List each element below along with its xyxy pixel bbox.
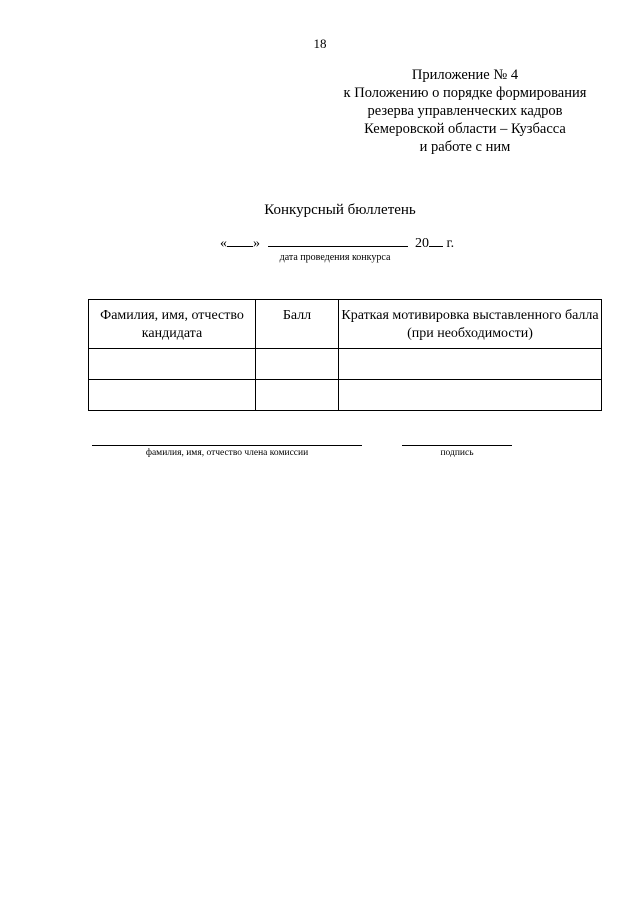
appendix-line: резерва управленческих кадров xyxy=(367,103,563,119)
document-title: Конкурсный бюллетень xyxy=(264,202,416,218)
signature-line xyxy=(402,445,512,446)
appendix-header xyxy=(330,66,600,156)
table-cell xyxy=(256,349,339,380)
page-number: 18 xyxy=(313,36,327,51)
header-score: Балл xyxy=(256,300,339,349)
close-quote: » xyxy=(253,236,260,251)
table-cell xyxy=(339,380,602,411)
table-cell xyxy=(256,380,339,411)
header-motivation: Краткая мотивировка выставленного балла (при необходимости) xyxy=(339,300,602,349)
table-cell xyxy=(339,349,602,380)
appendix-line: Кемеровской области – Кузбасса xyxy=(364,121,566,137)
date-caption: дата проведения конкурса xyxy=(279,252,391,263)
day-blank xyxy=(227,234,253,247)
year-prefix: 20 xyxy=(415,236,429,251)
header-candidate-name: Фамилия, имя, отчество кандидата xyxy=(89,300,256,349)
name-signature-line xyxy=(92,445,362,446)
table-row xyxy=(89,380,602,411)
ballot-table xyxy=(88,299,602,411)
table-cell xyxy=(89,349,256,380)
appendix-line: Приложение № 4 xyxy=(411,67,519,83)
table-row xyxy=(89,349,602,380)
appendix-line: и работе с ним xyxy=(419,139,511,155)
year-suffix: г. xyxy=(446,236,455,251)
signature-caption: подпись xyxy=(440,448,474,458)
month-blank xyxy=(268,234,408,247)
name-caption: фамилия, имя, отчество члена комиссии xyxy=(145,448,309,458)
table-header-row xyxy=(89,300,602,349)
year-blank xyxy=(429,234,443,247)
open-quote: « xyxy=(220,236,227,251)
table-cell xyxy=(89,380,256,411)
appendix-line: к Положению о порядке формирования xyxy=(343,85,587,101)
date-line xyxy=(220,234,454,252)
